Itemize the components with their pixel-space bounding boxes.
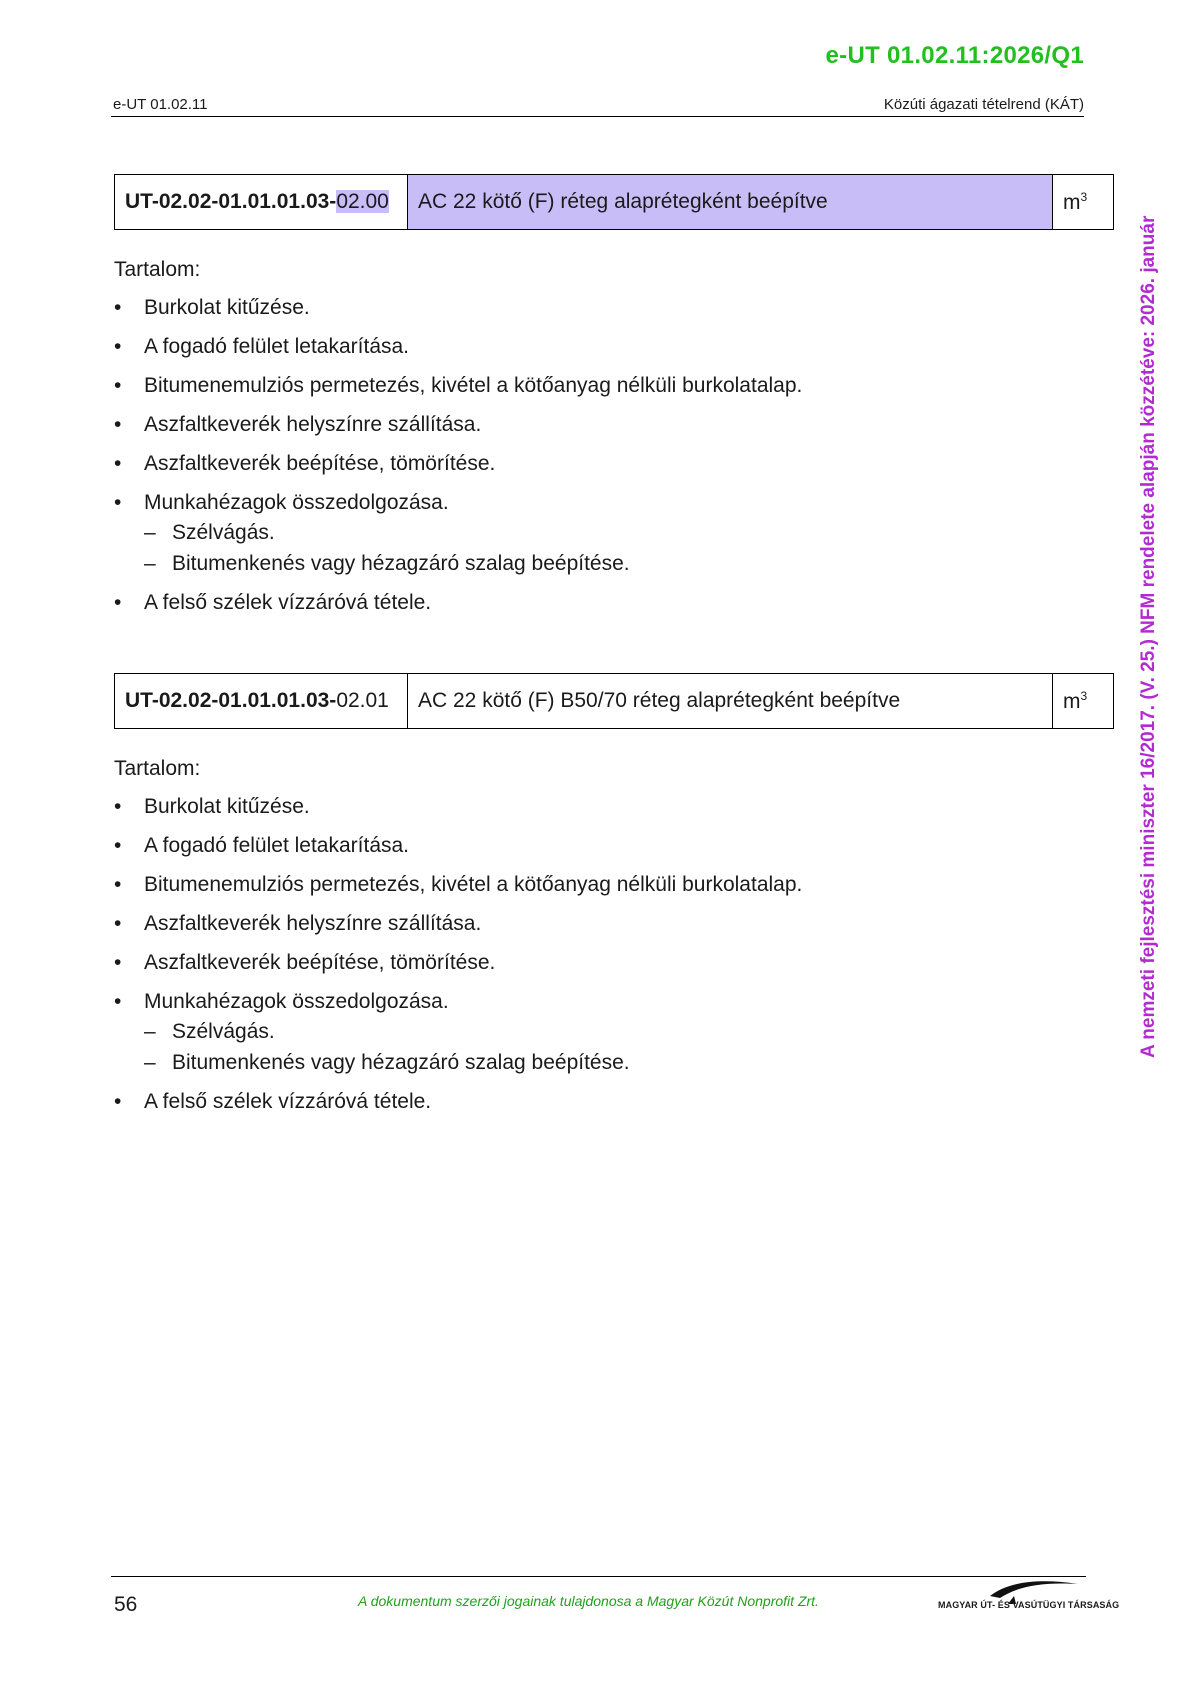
bullet-icon: •: [114, 990, 122, 1013]
bullet-icon: •: [114, 834, 122, 857]
header-right-title: Közúti ágazati tételrend (KÁT): [883, 96, 1084, 113]
bullet-icon: •: [114, 873, 122, 896]
list-item: • Burkolat kitűzése.: [114, 795, 310, 818]
publication-note: A nemzeti fejlesztési miniszter 16/2017. (V. 25.) NFM rendelete alapján közzétéve: 2026. január: [1138, 215, 1159, 1058]
content-list: [114, 296, 1074, 615]
document-code: e-UT 01.02.11:2026/Q1: [825, 42, 1084, 69]
dash-icon: –: [144, 1020, 156, 1043]
item-content-2: [114, 757, 1074, 1129]
bullet-icon: •: [114, 912, 122, 935]
copyright-notice: A dokumentum szerzői jogainak tulajdonosa a Magyar Közút Nonprofit Zrt.: [358, 1593, 819, 1609]
dash-icon: –: [144, 521, 156, 544]
item-code-prefix: UT-02.02-01.01.01.03-: [125, 689, 337, 712]
list-item: • Aszfaltkeverék helyszínre szállítása.: [114, 413, 482, 436]
bullet-icon: •: [114, 795, 122, 818]
sub-list: [144, 1020, 1074, 1075]
list-item: • Munkahézagok összedolgozása. – Szélvágás. – Bitumenkenés vagy hézagzáró szalag beépítése.: [114, 491, 1074, 576]
item-code-cell: [115, 674, 408, 729]
item-title: AC 22 kötő (F) réteg alaprétegként beépítve: [408, 175, 1053, 230]
item-code-suffix: 02.00: [336, 190, 389, 213]
item-header-table-1: [114, 174, 1114, 230]
item-content-1: [114, 258, 1074, 630]
unit-exponent: 3: [1080, 189, 1088, 204]
item-header-table-2: [114, 673, 1114, 729]
sub-list: [144, 521, 1074, 576]
item-title: AC 22 kötő (F) B50/70 réteg alaprétegként beépítve: [408, 674, 1053, 729]
list-item: • A fogadó felület letakarítása.: [114, 335, 410, 358]
item-code-prefix: UT-02.02-01.01.01.03-: [125, 190, 337, 213]
item-unit: [1053, 674, 1114, 729]
list-item: • Aszfaltkeverék beépítése, tömörítése.: [114, 452, 496, 475]
logo-text: MAGYAR ÚT- ÉS VASÚTÜGYI TÁRSASÁG: [938, 1600, 1120, 1610]
bullet-icon: •: [114, 335, 122, 358]
list-item: • A felső szélek vízzáróvá tétele.: [114, 591, 432, 614]
list-item: • Burkolat kitűzése.: [114, 296, 310, 319]
list-item: • Aszfaltkeverék beépítése, tömörítése.: [114, 951, 496, 974]
bullet-icon: •: [114, 491, 122, 514]
header-divider: [111, 116, 1084, 117]
bullet-icon: •: [114, 374, 122, 397]
list-item: • A felső szélek vízzáróvá tétele.: [114, 1090, 432, 1113]
bullet-icon: •: [114, 951, 122, 974]
bullet-icon: •: [114, 1090, 122, 1113]
sub-list-item: – Bitumenkenés vagy hézagzáró szalag beépítése.: [144, 1051, 630, 1074]
unit-exponent: 3: [1080, 688, 1088, 703]
bullet-icon: •: [114, 413, 122, 436]
unit-base: m: [1063, 689, 1081, 713]
item-code-suffix: 02.01: [336, 689, 389, 712]
list-item: • Bitumenemulziós permetezés, kivétel a kötőanyag nélküli burkolatalap.: [114, 873, 803, 896]
list-item: • Munkahézagok összedolgozása. – Szélvágás. – Bitumenkenés vagy hézagzáró szalag beépítése.: [114, 990, 1074, 1075]
item-unit: [1053, 175, 1114, 230]
item-code-cell: [115, 175, 408, 230]
dash-icon: –: [144, 552, 156, 575]
list-item: • A fogadó felület letakarítása.: [114, 834, 410, 857]
bullet-icon: •: [114, 452, 122, 475]
dash-icon: –: [144, 1051, 156, 1074]
content-list: [114, 795, 1074, 1114]
sub-list-item: – Szélvágás.: [144, 521, 275, 544]
sub-list-item: – Bitumenkenés vagy hézagzáró szalag beépítése.: [144, 552, 630, 575]
list-item: • Aszfaltkeverék helyszínre szállítása.: [114, 912, 482, 935]
content-label: Tartalom:: [114, 757, 201, 780]
page-number: 56: [114, 1593, 138, 1616]
bullet-icon: •: [114, 591, 122, 614]
content-label: Tartalom:: [114, 258, 201, 281]
header-left-code: e-UT 01.02.11: [113, 96, 208, 113]
list-item: • Bitumenemulziós permetezés, kivétel a kötőanyag nélküli burkolatalap.: [114, 374, 803, 397]
bullet-icon: •: [114, 296, 122, 319]
sub-list-item: – Szélvágás.: [144, 1020, 275, 1043]
unit-base: m: [1063, 190, 1081, 214]
